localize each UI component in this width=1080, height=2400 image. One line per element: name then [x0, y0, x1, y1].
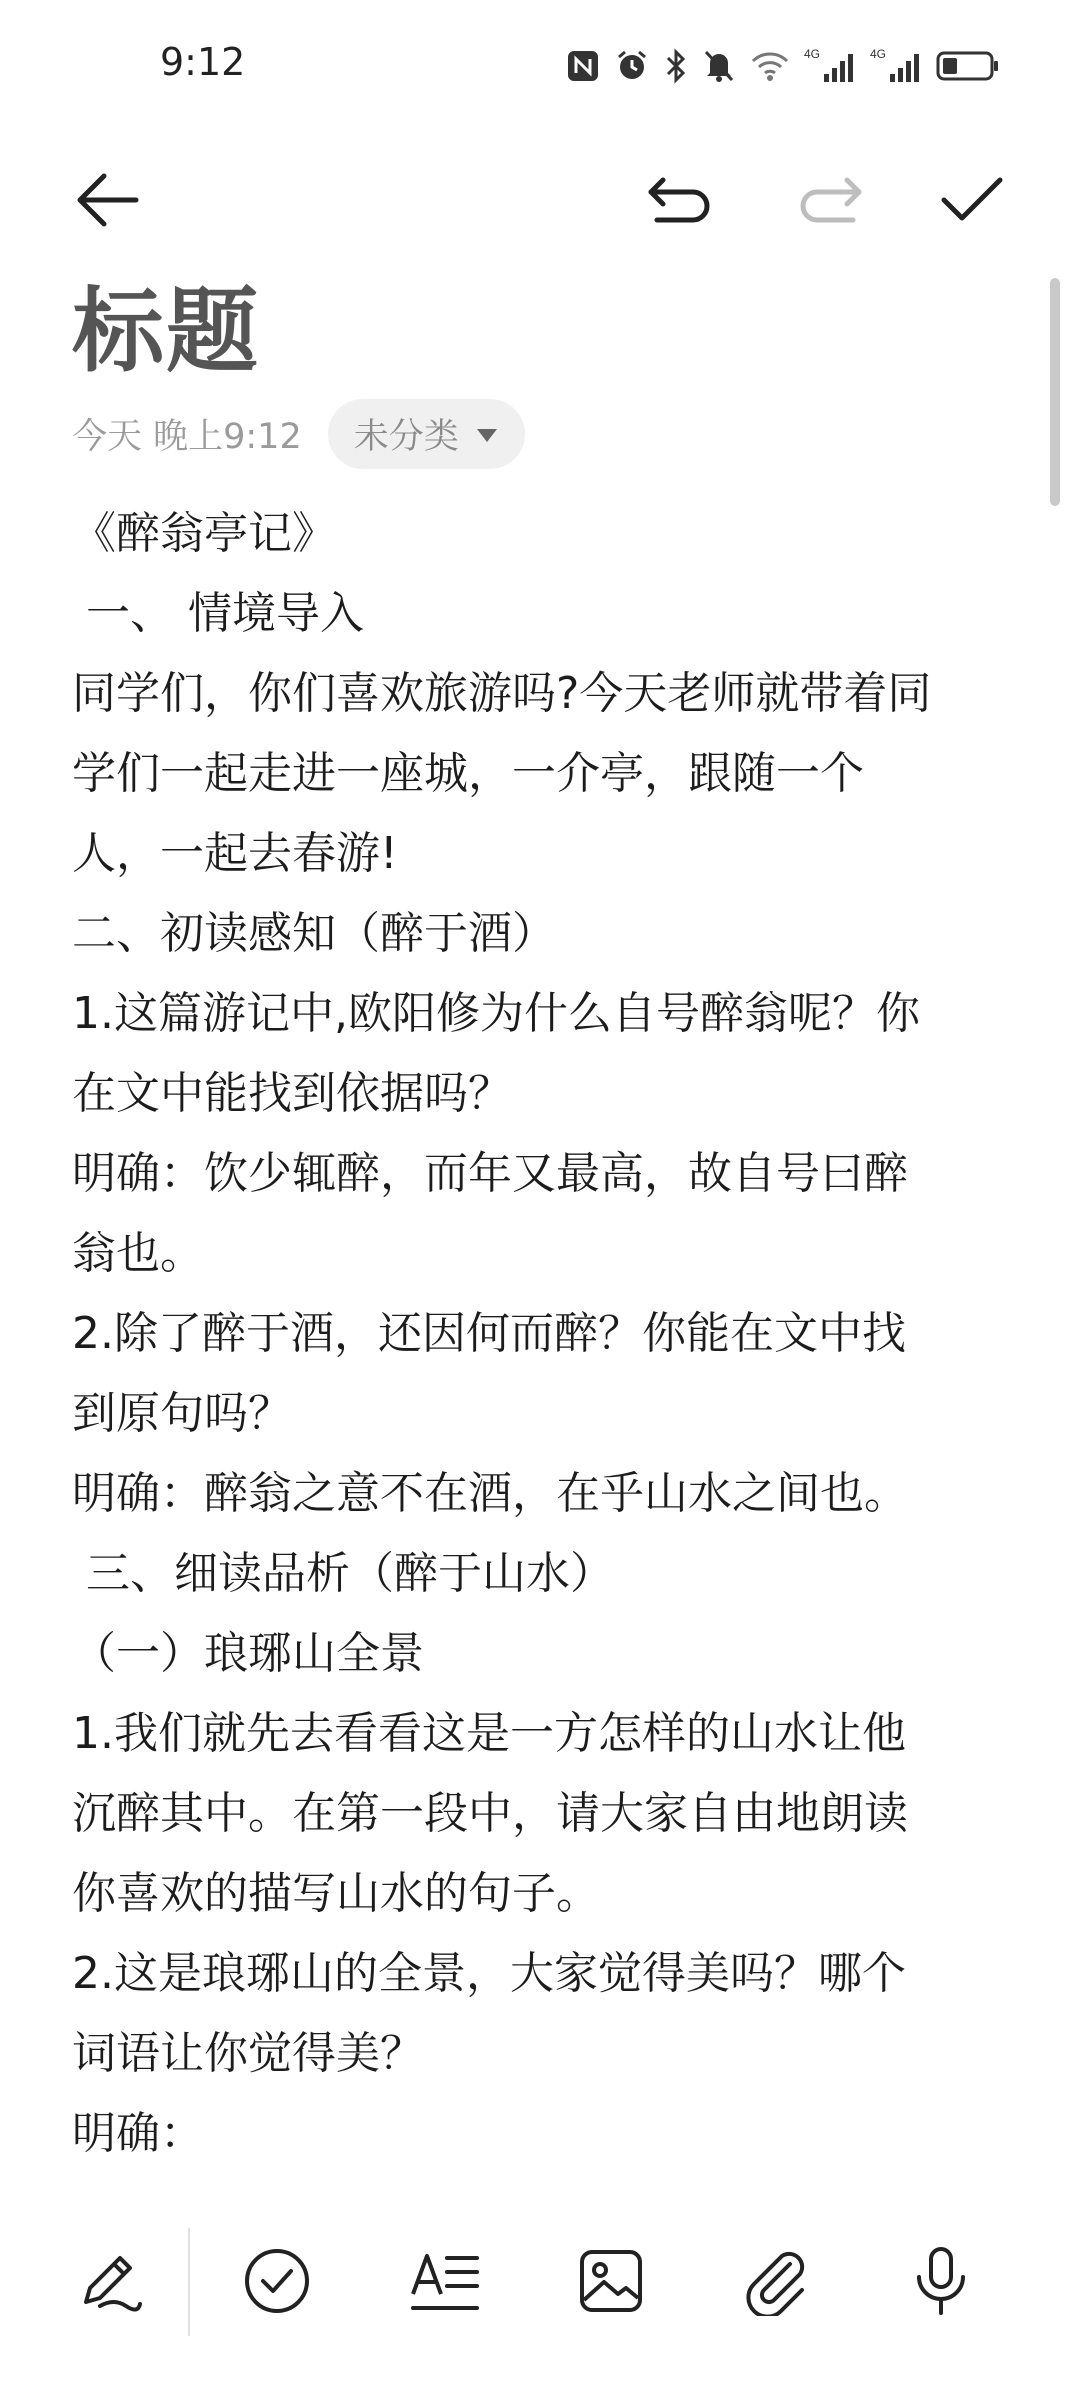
- note-line: 1.我们就先去看看这是一方怎样的山水让他: [72, 1708, 906, 1759]
- note-line: 沉醉其中。在第一段中，请大家自由地朗读: [72, 1788, 908, 1839]
- text-style-icon: [409, 2246, 481, 2316]
- battery-icon: [936, 49, 1000, 83]
- note-line: 学们一起走进一座城，一介亭，跟随一个: [72, 748, 864, 799]
- alarm-icon: [614, 48, 650, 84]
- voice-input-button[interactable]: [896, 2236, 986, 2326]
- note-title[interactable]: 标题: [72, 278, 261, 385]
- signal-4g-icon: [804, 46, 856, 86]
- checkmark-icon: [940, 174, 1004, 226]
- undo-button[interactable]: [640, 160, 720, 240]
- category-dropdown[interactable]: [328, 399, 525, 469]
- text-style-button[interactable]: [400, 2236, 490, 2326]
- editor-toolbar: [0, 150, 1080, 250]
- note-line: 二、初读感知（醉于酒）: [72, 908, 556, 959]
- undo-icon: [647, 172, 713, 228]
- mute-icon: [702, 48, 736, 84]
- redo-button[interactable]: [790, 160, 870, 240]
- redo-icon: [797, 172, 863, 228]
- svg-text:4G: 4G: [804, 47, 821, 61]
- bottom-toolbar: [0, 2218, 1080, 2348]
- note-line: 明确：醉翁之意不在酒，在乎山水之间也。: [72, 1468, 908, 1519]
- image-icon: [576, 2246, 646, 2316]
- note-line: 《醉翁亭记》: [72, 508, 336, 559]
- note-line: 到原句吗？: [72, 1388, 292, 1439]
- scrollbar[interactable]: [1050, 278, 1060, 506]
- note-line: 2.这是琅琊山的全景，大家觉得美吗？哪个: [72, 1948, 906, 1999]
- microphone-icon: [911, 2245, 971, 2317]
- note-line: 1.这篇游记中,欧阳修为什么自号醉翁呢？你: [72, 988, 920, 1039]
- back-arrow-icon: [76, 170, 140, 230]
- handwriting-button[interactable]: [64, 2236, 154, 2326]
- handwriting-pen-icon: [74, 2246, 144, 2316]
- category-label: 未分类: [353, 417, 459, 457]
- wifi-icon: [750, 49, 790, 83]
- status-bar: [0, 0, 1080, 130]
- back-button[interactable]: [68, 160, 148, 240]
- note-line: 一、 情境导入: [72, 588, 364, 639]
- signal-4g-icon: [870, 46, 922, 86]
- note-line: 在文中能找到依据吗？: [72, 1068, 512, 1119]
- note-meta: [72, 398, 525, 470]
- insert-image-button[interactable]: [566, 2236, 656, 2326]
- note-body[interactable]: [72, 494, 1012, 2174]
- note-line: 你喜欢的描写山水的句子。: [72, 1868, 600, 1919]
- attachment-icon: [742, 2246, 812, 2316]
- note-line: （一）琅琊山全景: [72, 1628, 424, 1679]
- note-line: 明确：饮少辄醉，而年又最高，故自号曰醉: [72, 1148, 908, 1199]
- status-time: 9:12: [160, 40, 246, 84]
- note-line: 翁也。: [72, 1228, 204, 1279]
- save-button[interactable]: [932, 160, 1012, 240]
- attachment-button[interactable]: [732, 2236, 822, 2326]
- nfc-icon: [566, 49, 600, 83]
- note-line: 2.除了醉于酒，还因何而醉？你能在文中找: [72, 1308, 906, 1359]
- note-line: 明确：: [72, 2108, 204, 2159]
- note-line: 人，一起去春游!: [72, 828, 398, 879]
- caret-down-icon: [477, 429, 497, 442]
- note-line: 词语让你觉得美？: [72, 2028, 424, 2079]
- checklist-icon: [241, 2245, 313, 2317]
- status-icons: [566, 44, 1000, 88]
- checklist-button[interactable]: [232, 2236, 322, 2326]
- note-line: 同学们，你们喜欢旅游吗?今天老师就带着同: [72, 668, 932, 719]
- note-date: 今天 晚上9:12: [72, 417, 302, 457]
- bluetooth-icon: [664, 48, 688, 84]
- note-line: 三、细读品析（醉于山水）: [72, 1548, 614, 1599]
- svg-text:4G: 4G: [870, 47, 887, 61]
- toolbar-divider: [188, 2228, 190, 2336]
